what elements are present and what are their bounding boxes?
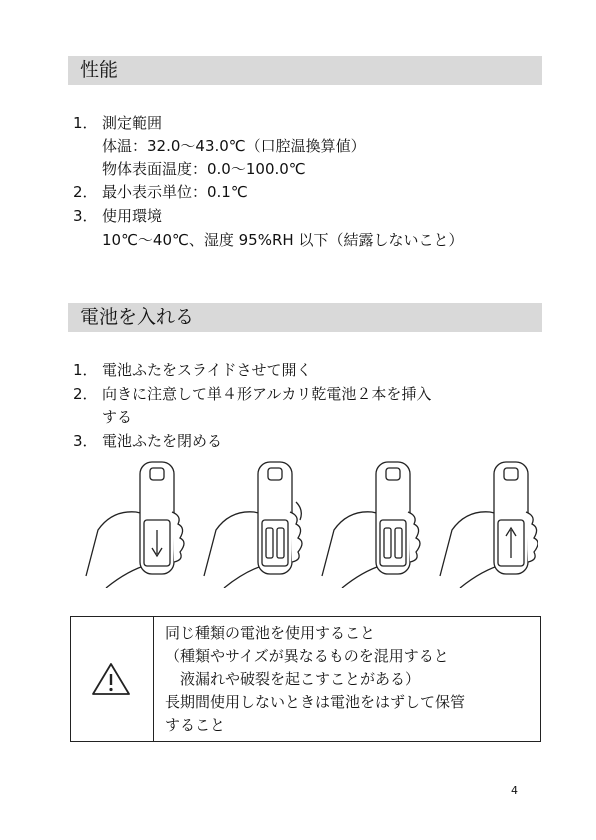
- hand-thermometer-step-4: [440, 462, 538, 588]
- list-item: する: [102, 408, 133, 426]
- list-number: 3．: [73, 207, 98, 225]
- list-number: 1．: [73, 114, 98, 132]
- list-item: 最小表示単位：0.1℃: [102, 183, 248, 201]
- hand-thermometer-step-1: [86, 462, 184, 588]
- warning-box: [70, 616, 541, 742]
- list-item: 体温：32.0～43.0℃（口腔温換算値）: [102, 137, 366, 155]
- section-title-battery: 電池を入れる: [68, 303, 542, 332]
- warning-triangle-icon: [91, 662, 131, 696]
- warning-text-line: 長期間使用しないときは電池をはずして保管: [165, 693, 466, 711]
- section-title-performance: 性能: [68, 56, 542, 85]
- page-number: 4: [511, 784, 518, 797]
- list-item: 使用環境: [102, 207, 163, 225]
- battery-insertion-illustration: [78, 458, 538, 588]
- list-item: 電池ふたを閉める: [102, 432, 223, 450]
- warning-text-line: （種類やサイズが異なるものを混用すると: [165, 647, 449, 665]
- list-item: 向きに注意して単４形アルカリ乾電池２本を挿入: [102, 385, 432, 403]
- list-item: 物体表面温度：0.0～100.0℃: [102, 160, 306, 178]
- warning-divider: [153, 617, 154, 741]
- warning-text-line: 液漏れや破裂を起こすことがある）: [165, 670, 421, 688]
- warning-text-line: 同じ種類の電池を使用すること: [165, 624, 376, 642]
- list-number: 2．: [73, 183, 98, 201]
- hand-thermometer-step-2: [204, 462, 302, 588]
- warning-text-line: すること: [165, 716, 226, 734]
- list-item: 測定範囲: [102, 114, 163, 132]
- list-number: 3．: [73, 432, 98, 450]
- list-number: 2．: [73, 385, 98, 403]
- list-item: 電池ふたをスライドさせて開く: [102, 361, 312, 379]
- list-number: 1．: [73, 361, 98, 379]
- hand-thermometer-step-3: [322, 462, 420, 588]
- list-item: 10℃～40℃、湿度 95%RH 以下（結露しないこと）: [102, 231, 464, 249]
